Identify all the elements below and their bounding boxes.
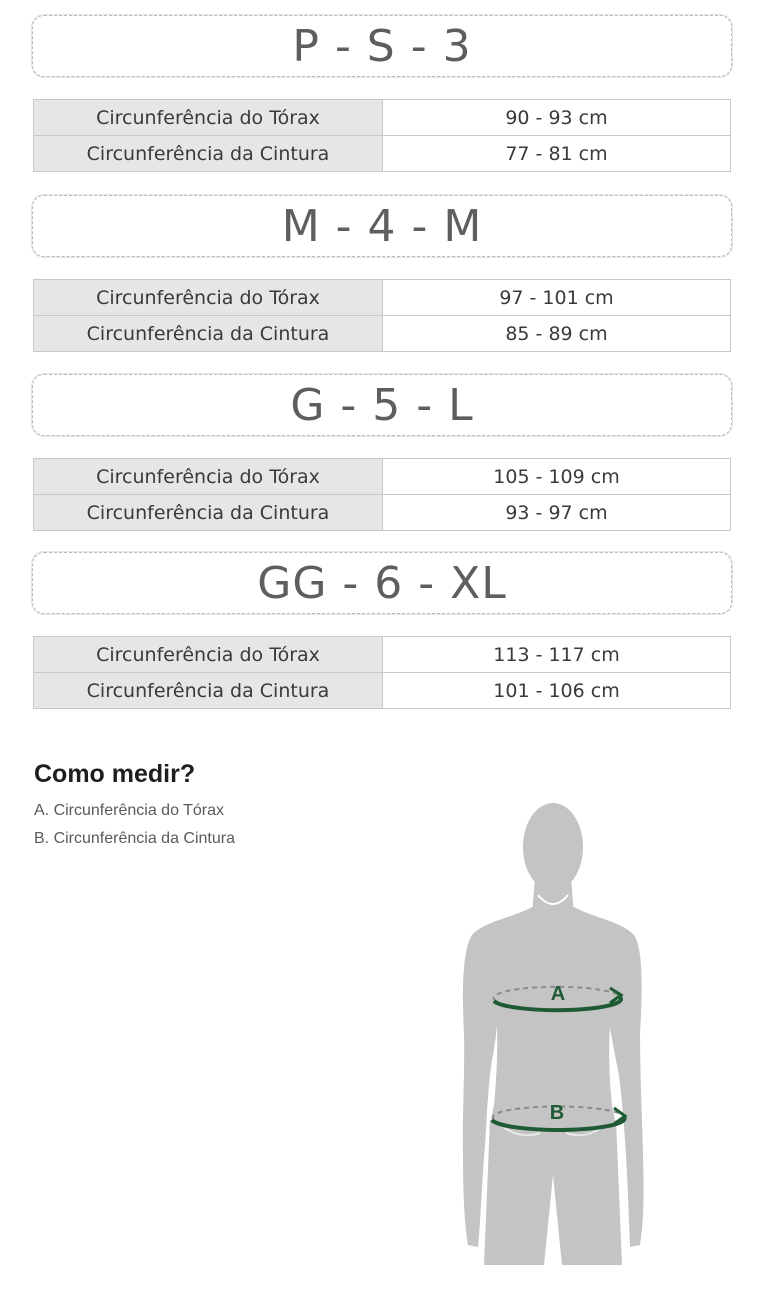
chest-label: Circunferência do Tórax [34,637,383,673]
table-row [34,459,731,495]
waist-label: Circunferência da Cintura [34,673,383,709]
size-heading-m-4-m: M - 4 - M [32,195,732,257]
chest-value: 97 - 101 cm [383,280,731,316]
measure-item-waist: B. Circunferência da Cintura [34,830,235,847]
table-row [34,495,731,531]
waist-value: 93 - 97 cm [383,495,731,531]
chest-label: Circunferência do Tórax [34,280,383,316]
size-heading-g-5-l: G - 5 - L [32,374,732,436]
waist-value: 85 - 89 cm [383,316,731,352]
waist-label: Circunferência da Cintura [34,495,383,531]
chest-label: Circunferência do Tórax [34,459,383,495]
measure-item-chest: A. Circunferência do Tórax [34,802,225,819]
size-table-m-4-m [33,279,731,352]
body-silhouette-icon [440,795,690,1285]
waist-value: 77 - 81 cm [383,136,731,172]
size-table-g-5-l [33,458,731,531]
size-heading-p-s-3: P - S - 3 [32,15,732,77]
waist-label: Circunferência da Cintura [34,316,383,352]
how-to-measure-title: Como medir? [34,760,196,788]
table-row [34,673,731,709]
table-row [34,316,731,352]
waist-value: 101 - 106 cm [383,673,731,709]
marker-b-label: B [549,1102,565,1124]
marker-a-label: A [550,983,566,1005]
table-row [34,637,731,673]
chest-value: 105 - 109 cm [383,459,731,495]
table-row [34,280,731,316]
chest-value: 90 - 93 cm [383,100,731,136]
body-measurement-figure [440,795,690,1285]
size-table-gg-6-xl [33,636,731,709]
table-row [34,136,731,172]
size-heading-gg-6-xl: GG - 6 - XL [32,552,732,614]
chest-value: 113 - 117 cm [383,637,731,673]
waist-label: Circunferência da Cintura [34,136,383,172]
table-row [34,100,731,136]
size-table-p-s-3 [33,99,731,172]
chest-label: Circunferência do Tórax [34,100,383,136]
